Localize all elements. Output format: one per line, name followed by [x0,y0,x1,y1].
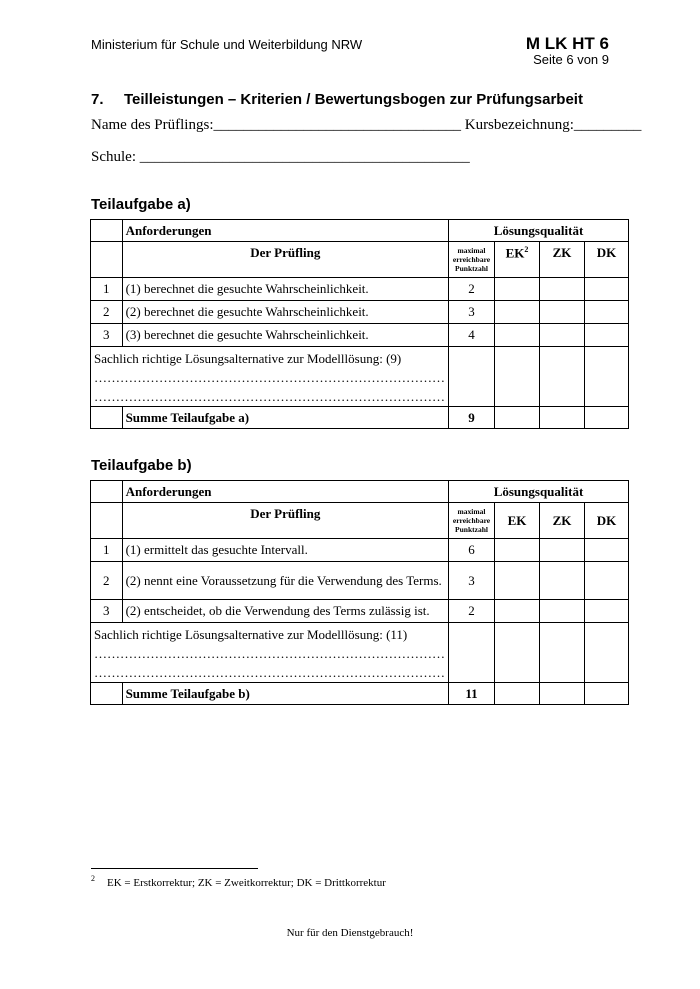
header-loesungsqualitaet: Lösungsqualität [449,481,629,503]
part-b-table [90,480,629,705]
sum-label: Summe Teilaufgabe a) [122,407,448,429]
part-a-title: Teilaufgabe a) [91,196,191,213]
dk-input-cell[interactable] [585,301,629,324]
row-text: (2) berechnet die gesuchte Wahrscheinlichkeit. [122,301,448,324]
header-max-points: maximal erreichbare Punktzahl [449,242,495,278]
row-points: 3 [449,301,495,324]
table-row [91,539,629,562]
header-zk: ZK [540,242,585,278]
part-a-table [90,219,629,429]
section-title [91,91,583,108]
header-loesungsqualitaet: Lösungsqualität [449,220,629,242]
table-row [91,324,629,347]
header-zk: ZK [540,503,585,539]
sum-points: 9 [449,407,495,429]
dotted-line: ……………………………………………………………………… [94,665,445,680]
table-row [91,301,629,324]
cell-empty [91,242,123,278]
sum-label: Summe Teilaufgabe b) [122,683,448,705]
page-number: Seite 6 von 9 [533,52,609,67]
zk-input-cell[interactable] [540,278,585,301]
table-row [91,600,629,623]
row-text: (2) nennt eine Voraussetzung für die Verwendung des Terms. [122,562,448,600]
row-points: 2 [449,600,495,623]
row-text: (1) ermittelt das gesuchte Intervall. [122,539,448,562]
row-text: (3) berechnet die gesuchte Wahrscheinlichkeit. [122,324,448,347]
dotted-line: ……………………………………………………………………… [94,370,445,385]
header-dk: DK [585,503,629,539]
points-cell [449,347,495,407]
ek-input-cell[interactable] [495,324,540,347]
student-name-line: Name des Prüflings:_________________________________ Kursbezeichnung:_________ [91,117,642,133]
part-b-title: Teilaufgabe b) [91,457,192,474]
dk-input-cell[interactable] [585,278,629,301]
ek-label: EK [505,245,525,261]
header-der-pruefling: Der Prüfling [122,242,448,278]
footnote-text: EK = Erstkorrektur; ZK = Zweitkorrektur; DK = Drittkorrektur [107,877,386,889]
row-number: 2 [91,301,123,324]
alternative-row [91,623,629,683]
dotted-line: ……………………………………………………………………… [94,646,445,661]
footer-notice: Nur für den Dienstgebrauch! [286,927,414,939]
ek-input-cell[interactable] [495,347,540,407]
dk-input-cell[interactable] [585,683,629,705]
zk-input-cell[interactable] [540,324,585,347]
zk-input-cell[interactable] [540,683,585,705]
ek-input-cell[interactable] [495,278,540,301]
header-anforderungen: Anforderungen [122,481,448,503]
alternative-text: Sachlich richtige Lösungsalternative zur Modelllösung: (11) [94,627,408,642]
cell-empty [91,481,123,503]
row-number: 1 [91,539,123,562]
zk-input-cell[interactable] [540,623,585,683]
header-anforderungen: Anforderungen [122,220,448,242]
section-title-text: Teilleistungen – Kriterien / Bewertungsbogen zur Prüfungsarbeit [124,91,583,108]
cell-empty [91,683,123,705]
ministry-name: Ministerium für Schule und Weiterbildung NRW [91,37,363,52]
zk-input-cell[interactable] [540,407,585,429]
dk-input-cell[interactable] [585,600,629,623]
row-number: 3 [91,600,123,623]
sum-row [91,683,629,705]
zk-input-cell[interactable] [540,347,585,407]
footnote-divider [91,868,258,869]
dk-input-cell[interactable] [585,562,629,600]
ek-input-cell[interactable] [495,623,540,683]
zk-input-cell[interactable] [540,301,585,324]
cell-empty [91,503,123,539]
dk-input-cell[interactable] [585,539,629,562]
alternative-row [91,347,629,407]
sum-points: 11 [449,683,495,705]
row-text: (2) entscheidet, ob die Verwendung des Terms zulässig ist. [122,600,448,623]
row-points: 2 [449,278,495,301]
dk-input-cell[interactable] [585,623,629,683]
row-points: 3 [449,562,495,600]
ek-input-cell[interactable] [495,683,540,705]
cell-empty [91,220,123,242]
ek-input-cell[interactable] [495,301,540,324]
exam-code: M LK HT 6 [525,34,609,53]
ek-input-cell[interactable] [495,600,540,623]
school-line: Schule: ____________________________________________ [91,149,470,165]
row-text: (1) berechnet die gesuchte Wahrscheinlichkeit. [122,278,448,301]
dk-input-cell[interactable] [585,407,629,429]
table-row [91,562,629,600]
footnote-mark: 2 [91,874,95,883]
ek-footnote-mark: 2 [524,245,529,254]
ek-input-cell[interactable] [495,562,540,600]
header-der-pruefling: Der Prüfling [122,503,448,539]
header-ek [495,242,540,278]
header-ek: EK [495,503,540,539]
points-cell [449,623,495,683]
dotted-line: ……………………………………………………………………… [94,389,445,404]
row-number: 2 [91,562,123,600]
row-number: 3 [91,324,123,347]
sum-row [91,407,629,429]
cell-empty [91,407,123,429]
section-number: 7. [91,91,104,108]
table-row [91,278,629,301]
zk-input-cell[interactable] [540,562,585,600]
ek-input-cell[interactable] [495,407,540,429]
row-points: 4 [449,324,495,347]
zk-input-cell[interactable] [540,600,585,623]
dk-input-cell[interactable] [585,324,629,347]
header-max-points: maximal erreichbare Punktzahl [449,503,495,539]
alternative-text: Sachlich richtige Lösungsalternative zur Modelllösung: (9) [94,351,402,366]
row-number: 1 [91,278,123,301]
ek-input-cell[interactable] [495,539,540,562]
dk-input-cell[interactable] [585,347,629,407]
row-points: 6 [449,539,495,562]
alternative-cell [91,347,449,407]
header-dk: DK [585,242,629,278]
alternative-cell [91,623,449,683]
zk-input-cell[interactable] [540,539,585,562]
